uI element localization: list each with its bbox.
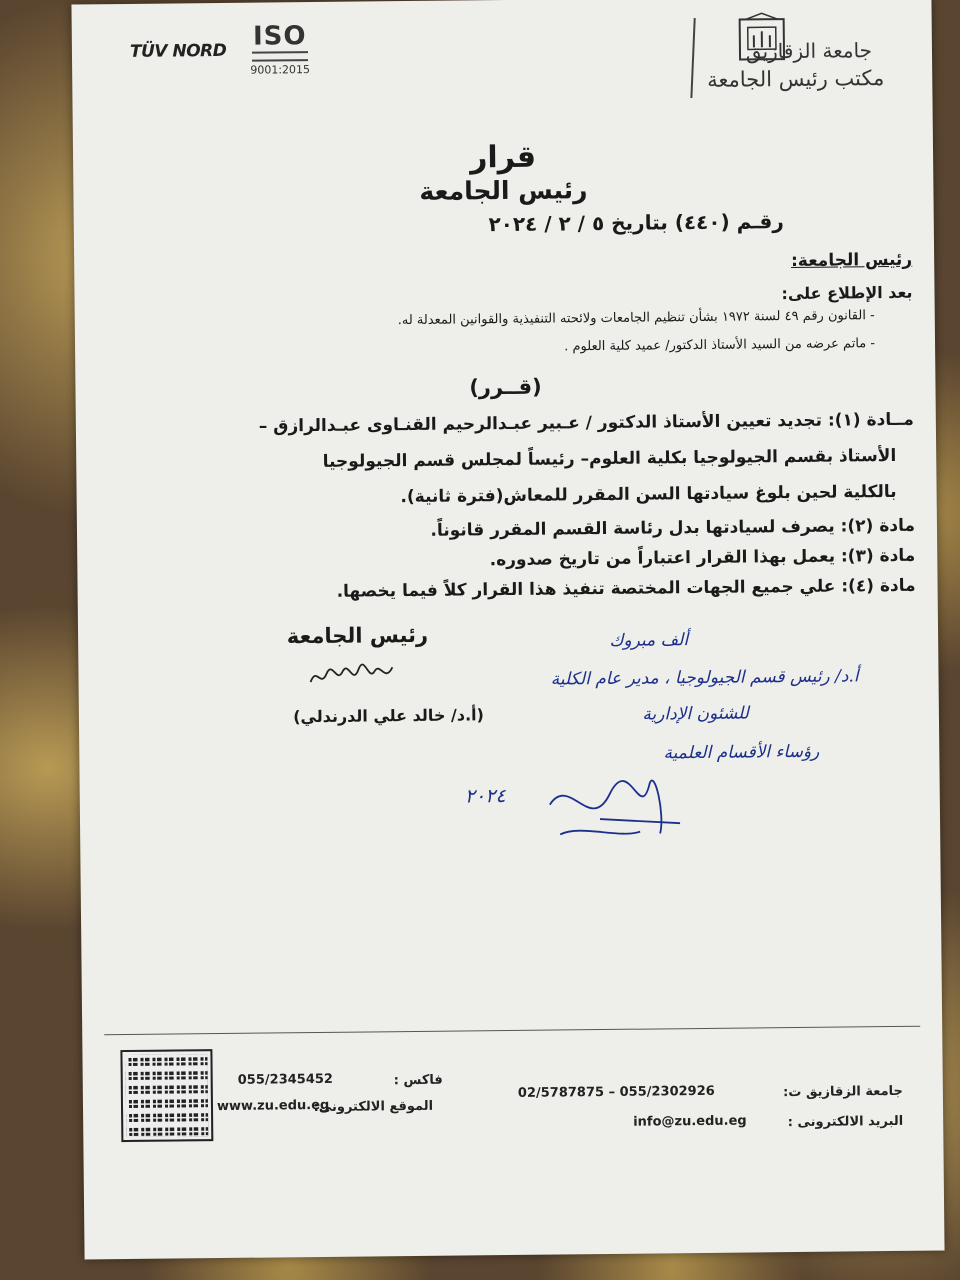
iso-number: 9001:2015 (250, 63, 311, 77)
signatory-name: (أ.د/ خالد علي الدرندلي) (293, 705, 485, 727)
footer-divider (104, 1026, 920, 1036)
handwritten-line-2: أ.د/ رئيس قسم الجيولوجيا ، مدير عام الكلية (550, 666, 859, 690)
tuv-nord-logo: TÜV NORD (129, 40, 227, 62)
iso-word: ISO (252, 21, 307, 52)
article-4: مادة (٤): علي جميع الجهات المختصة تنفيذ هذا القرار كلاً فيما يخصها. (336, 575, 916, 602)
article-1-line-3: بالكلية لحين بلوغ سيادتها السن المقرر للمعاش(فترة ثانية). (400, 481, 897, 508)
handwritten-line-3: للشئون الإدارية (642, 703, 750, 725)
preamble-item-1: - القانون رقم ٤٩ لسنة ١٩٧٢ بشأن تنظيم الجامعات ولائحته التنفيذية والقوانين المعدلة له. (397, 308, 875, 329)
footer-fax-label: فاكس : (393, 1072, 443, 1089)
addressee: رئيس الجامعة: (790, 249, 913, 272)
qr-code-icon (122, 1051, 211, 1140)
decides-heading: (قــرر) (469, 374, 542, 400)
preamble-item-2: - ماتم عرضه من السيد الأستاذ الدكتور/ عميد كلية العلوم . (564, 336, 876, 355)
article-1-line-2: الأستاذ بقسم الجيولوجيا بكلية العلوم– رئيساً لمجلس قسم الجيولوجيا (322, 445, 897, 472)
header-stroke (690, 18, 695, 98)
handwritten-date: ٢٠٢٤ (464, 785, 506, 808)
footer-site: www.zu.edu.eg (216, 1097, 330, 1115)
article-3: مادة (٣): يعمل بهذا القرار اعتباراً من تاريخ صدوره. (489, 545, 916, 571)
footer-email: info@zu.edu.eg (633, 1113, 747, 1130)
footer-email-label: البريد الالكترونى : (787, 1113, 904, 1131)
signature-scrawl-icon (306, 661, 396, 692)
globe-icon (252, 51, 308, 62)
university-name: جامعة الزقازيق (745, 38, 873, 64)
footer-site-label: الموقع الالكترونى: (313, 1098, 434, 1116)
after-review-heading: بعد الإطلاع على: (781, 282, 913, 304)
footer-fax: 055/2345452 (237, 1071, 334, 1088)
article-1-line-1: مــادة (١): تجديد تعيين الأستاذ الدكتور / عـبير عبـدالرحيم القنـاوى عبـدالرازق – (258, 409, 914, 437)
handwritten-line-4: رؤساء الأقسام العلمية (663, 741, 820, 764)
office-name: مكتب رئيس الجامعة (707, 66, 885, 92)
footer-address-label: جامعة الزقازيق ت: (783, 1083, 903, 1101)
decision-number-date: رقـم (٤٤٠) بتاريخ ٥ / ٢ / ٢٠٢٤ (488, 209, 784, 237)
footer-phones: 02/5787875 – 055/2302926 (517, 1083, 715, 1101)
president-title: رئيس الجامعة (419, 175, 588, 206)
document-page (71, 0, 944, 1259)
handwritten-line-1: ألف مبروك (609, 630, 689, 651)
decision-title: قرار (469, 139, 537, 176)
handwritten-signature-icon (539, 763, 690, 845)
signature-title: رئيس الجامعة (286, 622, 429, 649)
article-2: مادة (٢): يصرف لسيادتها بدل رئاسة القسم المقرر قانوناً. (430, 515, 916, 541)
iso-certification-logo (240, 22, 321, 77)
